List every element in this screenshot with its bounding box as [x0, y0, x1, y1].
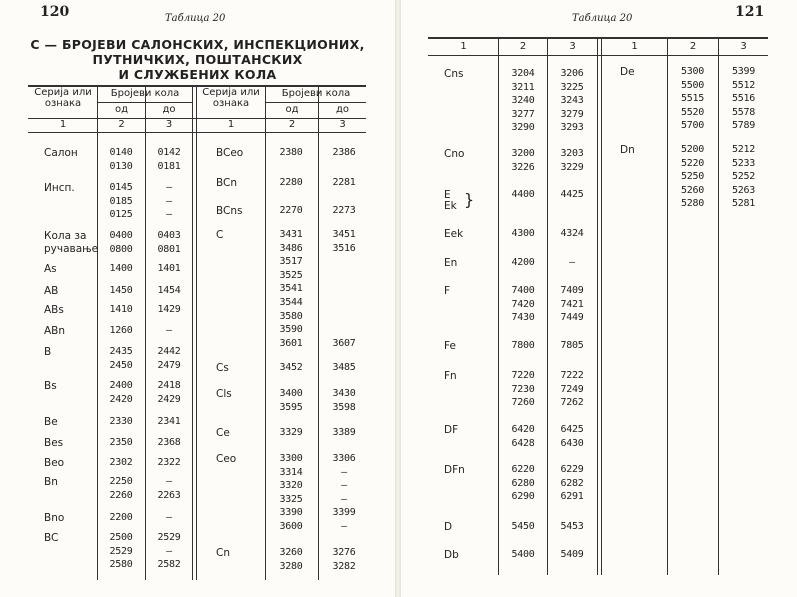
- series-name: Bs: [44, 380, 57, 392]
- series-name: F: [444, 285, 451, 297]
- series-name: Eek: [444, 228, 464, 240]
- to-number: 3399: [332, 507, 356, 519]
- from-number: 0140: [109, 147, 133, 158]
- series-name: De: [620, 66, 635, 78]
- to-number: 1454: [157, 285, 181, 296]
- numbers-header: Бројеви кола: [281, 88, 351, 99]
- from-number: 7800: [511, 340, 535, 351]
- series-header: Серија или ознака: [34, 87, 92, 109]
- to-number: 4425: [560, 189, 584, 200]
- to-number: 2368: [157, 437, 181, 448]
- to-number: 0181: [157, 160, 181, 172]
- to-number: 2341: [157, 416, 181, 427]
- to-number: 2273: [332, 205, 356, 216]
- series-name: C: [216, 229, 224, 241]
- series-name: Cs: [216, 362, 229, 374]
- from-number: 6428: [511, 437, 535, 449]
- from-number: 3431: [279, 229, 303, 240]
- v-rule-double: [601, 37, 602, 575]
- to-number: 5233: [732, 157, 755, 169]
- to-number: 6291: [560, 491, 584, 503]
- to-number: 7262: [560, 397, 584, 409]
- header-bottom-rule-right: [428, 55, 768, 56]
- from-number: 5515: [681, 93, 704, 105]
- table-top-rule-right: [428, 37, 768, 39]
- to-number: 2582: [157, 559, 181, 571]
- to-number: 3225: [560, 81, 584, 93]
- from-number: 2450: [109, 359, 133, 371]
- to-number: 1429: [157, 304, 181, 315]
- to-number: 3206: [560, 68, 584, 79]
- series-name: BCns: [216, 205, 243, 217]
- from-number: 3544: [279, 297, 303, 308]
- from-number: 3486: [279, 242, 303, 254]
- series-name: Dn: [620, 144, 635, 156]
- series-name: Ce: [216, 427, 230, 439]
- to-number: 3243: [560, 95, 584, 107]
- from-number: 3590: [279, 324, 303, 336]
- from-number: 2250: [109, 476, 133, 487]
- from-number: 3290: [511, 122, 535, 134]
- to-number: 7421: [560, 298, 584, 310]
- from-number: 6420: [511, 424, 535, 435]
- title-line-1: С — БРОЈЕВИ САЛОНСКИХ, ИНСПЕКЦИОНИХ,: [30, 37, 365, 52]
- from-number: 5300: [681, 66, 704, 77]
- book-gutter: [395, 0, 401, 597]
- from-number: 2380: [279, 147, 303, 158]
- from-number: 3260: [279, 547, 303, 558]
- to-number: 3516: [332, 242, 356, 254]
- from-number: 3517: [279, 256, 303, 268]
- column-number: 3: [569, 41, 576, 52]
- series-name: DF: [444, 424, 459, 436]
- from-number: 4200: [511, 257, 535, 268]
- from-number: 2435: [109, 346, 133, 357]
- from-number: 7220: [511, 370, 535, 381]
- from-number: 3580: [279, 310, 303, 322]
- from-number: 6290: [511, 491, 535, 503]
- from-number: 5250: [681, 171, 704, 183]
- from-header: од: [285, 104, 299, 115]
- from-number: 3400: [279, 388, 303, 399]
- v-rule-double: [196, 85, 197, 580]
- from-number: 2260: [109, 489, 133, 501]
- from-number: 0400: [109, 230, 133, 241]
- to-number: 3279: [560, 108, 584, 120]
- series-name: BCn: [216, 177, 238, 189]
- from-number: 5500: [681, 79, 704, 91]
- column-number: 1: [631, 41, 638, 52]
- to-number: 2322: [157, 457, 181, 468]
- to-header: до: [335, 104, 350, 115]
- series-name: ABn: [44, 325, 66, 337]
- series-name: Db: [444, 549, 459, 561]
- from-number: 2420: [109, 393, 133, 405]
- series-name: E: [444, 189, 451, 201]
- to-number: 3276: [332, 547, 356, 558]
- to-number: 5789: [732, 120, 755, 132]
- to-number: 6430: [560, 437, 584, 449]
- to-number: —: [166, 182, 172, 193]
- v-rule-double: [597, 37, 598, 575]
- from-number: 3390: [279, 507, 303, 519]
- to-number: 5399: [732, 66, 755, 77]
- v-rule: [318, 85, 319, 580]
- to-number: 3430: [332, 388, 356, 399]
- to-number: 2442: [157, 346, 181, 357]
- to-number: 0142: [157, 147, 181, 158]
- to-number: 0403: [157, 230, 181, 241]
- series-name: Bes: [44, 437, 64, 449]
- table-title: [30, 37, 365, 82]
- from-number: 3595: [279, 401, 303, 413]
- from-number: 5280: [681, 198, 704, 210]
- from-number: 2330: [109, 416, 133, 427]
- from-number: 1260: [109, 325, 133, 336]
- from-number: 3320: [279, 480, 303, 492]
- to-number: 3306: [332, 453, 356, 464]
- to-number: 6229: [560, 464, 584, 475]
- from-number: 5260: [681, 184, 704, 196]
- to-number: 3282: [332, 560, 356, 572]
- from-number: 3204: [511, 68, 535, 79]
- from-number: 2529: [109, 545, 133, 557]
- to-number: 5212: [732, 144, 755, 155]
- brace-glyph: }: [464, 190, 475, 209]
- to-number: 5281: [732, 198, 755, 210]
- column-number: 1: [59, 119, 67, 130]
- to-number: 5516: [732, 93, 755, 105]
- from-number: 6280: [511, 477, 535, 489]
- to-number: 5409: [560, 549, 584, 560]
- from-number: 2302: [109, 457, 133, 468]
- to-number: 3203: [560, 148, 584, 159]
- from-number: 2200: [109, 512, 133, 523]
- to-number: 5453: [560, 521, 584, 532]
- from-number: 3277: [511, 108, 535, 120]
- table-caption-right: Таблица 20: [572, 13, 633, 24]
- to-number: —: [166, 209, 172, 221]
- to-number: 7449: [560, 312, 584, 324]
- from-number: 2500: [109, 532, 133, 543]
- to-number: 2529: [157, 532, 181, 543]
- column-number: 2: [519, 41, 527, 52]
- title-line-3: И СЛУЖБЕНИХ КОЛА: [118, 67, 277, 82]
- column-number: 3: [165, 119, 173, 130]
- series-name: Beo: [44, 457, 65, 469]
- page-number-right: 121: [735, 4, 765, 20]
- header-bottom-rule: [28, 132, 366, 133]
- to-number: 3485: [332, 362, 356, 373]
- from-number: 7230: [511, 383, 535, 395]
- from-number: 3329: [279, 427, 303, 438]
- to-number: 3229: [560, 161, 584, 173]
- from-number: 3211: [511, 81, 535, 93]
- from-number: 6220: [511, 464, 535, 475]
- to-number: 3389: [332, 427, 356, 438]
- series-name: B: [44, 346, 52, 358]
- series-name: Bn: [44, 476, 58, 488]
- to-number: 2479: [157, 359, 181, 371]
- series-name: Cno: [444, 148, 465, 160]
- series-name: Bno: [44, 512, 65, 524]
- to-number: 5252: [732, 171, 755, 183]
- from-header: од: [114, 104, 129, 115]
- from-number: 1410: [109, 304, 133, 315]
- page-number-left: 120: [40, 4, 70, 20]
- series-name: As: [44, 263, 57, 275]
- from-number: 4400: [511, 189, 535, 200]
- from-number: 3314: [279, 466, 303, 478]
- series-name: D: [444, 521, 453, 533]
- to-number: —: [166, 325, 172, 336]
- from-number: 3601: [279, 337, 303, 349]
- to-number: —: [166, 476, 172, 487]
- series-name-2: Ek: [444, 200, 457, 212]
- to-number: 2281: [332, 177, 356, 188]
- series-name: Кола за ручавање: [44, 230, 99, 255]
- from-number: 5520: [681, 106, 704, 118]
- to-number: 3293: [560, 122, 584, 134]
- title-line-2: ПУТНИЧКИХ, ПОШТАНСКИХ: [92, 52, 303, 67]
- to-number: 2429: [157, 393, 181, 405]
- from-number: 0125: [109, 209, 133, 221]
- to-number: 5512: [732, 79, 755, 91]
- from-number: 3240: [511, 95, 535, 107]
- from-number: 7430: [511, 312, 535, 324]
- from-number: 7260: [511, 397, 535, 409]
- column-number: 3: [339, 119, 346, 130]
- from-number: 1400: [109, 263, 133, 274]
- column-number: 2: [288, 119, 296, 130]
- to-number: —: [166, 545, 172, 557]
- from-number: 0800: [109, 243, 133, 255]
- to-number: —: [341, 521, 347, 532]
- from-number: 7420: [511, 298, 535, 310]
- column-number: 3: [740, 41, 747, 52]
- series-name: BC: [44, 532, 59, 544]
- column-number: 1: [460, 41, 467, 52]
- from-number: 3226: [511, 161, 535, 173]
- to-number: 7249: [560, 383, 584, 395]
- to-number: 3598: [332, 401, 356, 413]
- to-number: 4324: [560, 228, 584, 239]
- from-number: 3600: [279, 521, 303, 532]
- series-name: En: [444, 257, 458, 269]
- series-name: Салон: [44, 147, 78, 159]
- to-number: 1401: [157, 263, 181, 274]
- from-number: 5450: [511, 521, 535, 532]
- to-number: 3607: [332, 337, 356, 349]
- to-header: до: [162, 104, 176, 115]
- series-name: Fe: [444, 340, 456, 352]
- from-number: 4300: [511, 228, 535, 239]
- to-number: —: [166, 195, 172, 207]
- to-number: 7222: [560, 370, 584, 381]
- series-name: DFn: [444, 464, 465, 476]
- to-number: 6425: [560, 424, 584, 435]
- series-name: Cns: [444, 68, 464, 80]
- to-number: —: [569, 257, 575, 268]
- from-number: 2270: [279, 205, 303, 216]
- to-number: 3451: [332, 229, 356, 240]
- to-number: 2263: [157, 489, 181, 501]
- from-number: 5400: [511, 549, 535, 560]
- series-name: AB: [44, 285, 59, 297]
- to-number: 0801: [157, 243, 181, 255]
- from-number: 2580: [109, 559, 133, 571]
- to-number: 6282: [560, 477, 584, 489]
- to-number: 5578: [732, 106, 755, 118]
- to-number: 2386: [332, 147, 356, 158]
- series-name: BCeo: [216, 147, 244, 159]
- series-name: Be: [44, 416, 58, 428]
- series-name: Cn: [216, 547, 230, 559]
- table-caption-left: Таблица 20: [165, 13, 226, 24]
- series-name: Fn: [444, 370, 457, 382]
- from-number: 2280: [279, 177, 303, 188]
- series-name: ABs: [44, 304, 64, 316]
- series-header: Серија или ознака: [202, 87, 260, 109]
- to-number: 2418: [157, 380, 181, 391]
- from-number: 0185: [109, 195, 133, 207]
- to-number: 7805: [560, 340, 584, 351]
- column-number: 2: [689, 41, 697, 52]
- from-number: 0130: [109, 160, 133, 172]
- from-number: 3200: [511, 148, 535, 159]
- from-number: 5200: [681, 144, 704, 155]
- v-rule-double: [192, 85, 193, 580]
- series-name: Инсп.: [44, 182, 75, 194]
- from-number: 3525: [279, 269, 303, 281]
- from-number: 7400: [511, 285, 535, 296]
- numbers-header: Бројеви кола: [110, 88, 180, 99]
- to-number: 5263: [732, 184, 755, 196]
- from-number: 2400: [109, 380, 133, 391]
- series-name: Ceo: [216, 453, 237, 465]
- from-number: 1450: [109, 285, 133, 296]
- from-number: 3280: [279, 560, 303, 572]
- from-number: 2350: [109, 437, 133, 448]
- series-name: Cls: [216, 388, 232, 400]
- to-number: —: [341, 466, 347, 478]
- to-number: —: [166, 512, 172, 523]
- from-number: 3541: [279, 283, 303, 295]
- to-number: —: [341, 480, 347, 492]
- column-number: 2: [118, 119, 125, 130]
- from-number: 3325: [279, 493, 303, 505]
- from-number: 0145: [109, 182, 133, 193]
- numbers-subheader-rule: [265, 102, 366, 103]
- to-number: —: [341, 493, 347, 505]
- column-number: 1: [227, 119, 235, 130]
- from-number: 5700: [681, 120, 704, 132]
- from-number: 3300: [279, 453, 303, 464]
- from-number: 5220: [681, 157, 704, 169]
- to-number: 7409: [560, 285, 584, 296]
- from-number: 3452: [279, 362, 303, 373]
